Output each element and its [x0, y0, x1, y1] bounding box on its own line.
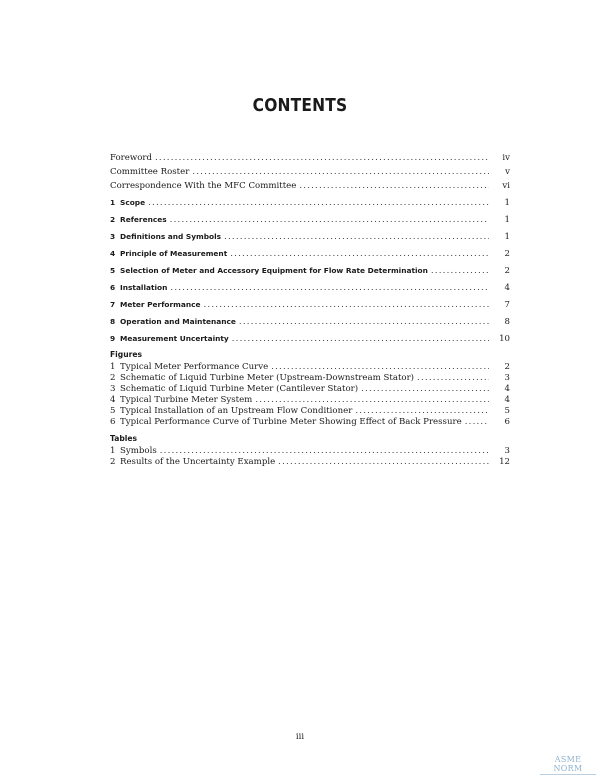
table-number: 1 — [110, 446, 116, 456]
toc-figure-6[interactable] — [110, 416, 510, 428]
figure-label: Schematic of Liquid Turbine Meter (Upstream-Downstream Stator) — [120, 373, 415, 383]
section-label: Operation and Maintenance — [120, 317, 236, 326]
toc-section-1[interactable] — [110, 197, 510, 209]
section-number: 4 — [110, 249, 116, 258]
section-number: 5 — [110, 266, 116, 275]
toc-section-8[interactable] — [110, 316, 510, 328]
toc-section-7[interactable] — [110, 299, 510, 311]
section-number: 2 — [110, 215, 116, 224]
section-label: Scope — [120, 198, 146, 207]
dot-leader — [192, 166, 489, 178]
dot-leader — [230, 248, 489, 260]
figure-page: 3 — [504, 373, 510, 383]
toc-entry-correspondence[interactable] — [110, 180, 510, 192]
figure-number: 1 — [110, 362, 116, 372]
toc-section-6[interactable] — [110, 282, 510, 294]
section-page: 7 — [504, 300, 510, 310]
section-label: Selection of Meter and Accessory Equipment for Flow Rate Determination — [120, 266, 428, 275]
figure-page: 5 — [504, 406, 510, 416]
table-label: Results of the Uncertainty Example — [120, 457, 276, 467]
section-page: 1 — [504, 215, 510, 225]
section-page: 4 — [504, 283, 510, 293]
section-page: 1 — [504, 198, 510, 208]
figure-number: 5 — [110, 406, 116, 416]
page-number: iii — [295, 732, 305, 742]
section-page: 2 — [504, 249, 510, 259]
tables-heading: Tables — [110, 434, 138, 443]
toc-section-2[interactable] — [110, 214, 510, 226]
figure-page: 6 — [504, 417, 510, 427]
figure-label: Typical Meter Performance Curve — [120, 362, 269, 372]
dot-leader — [465, 416, 489, 428]
toc-entry-label: Foreword — [110, 153, 152, 163]
section-label: Measurement Uncertainty — [120, 334, 229, 343]
dot-leader — [170, 214, 489, 226]
toc-entry-committee-roster[interactable] — [110, 166, 510, 178]
figure-label: Typical Installation of an Upstream Flow Conditioner — [120, 406, 353, 416]
section-number: 6 — [110, 283, 116, 292]
table-number: 2 — [110, 457, 116, 467]
section-label: Meter Performance — [120, 300, 201, 309]
figure-page: 4 — [504, 384, 510, 394]
watermark-logo — [540, 755, 596, 775]
table-label: Symbols — [120, 446, 157, 456]
dot-leader — [148, 197, 489, 209]
section-number: 7 — [110, 300, 116, 309]
toc-section-3[interactable] — [110, 231, 510, 243]
toc-entry-foreword[interactable] — [110, 152, 510, 164]
toc-entry-page: v — [505, 167, 510, 177]
section-label: Definitions and Symbols — [120, 232, 222, 241]
dot-leader — [170, 282, 489, 294]
toc-entry-label: Correspondence With the MFC Committee — [110, 181, 297, 191]
figure-label: Schematic of Liquid Turbine Meter (Cantilever Stator) — [120, 384, 359, 394]
dot-leader — [431, 265, 489, 277]
dot-leader — [224, 231, 489, 243]
section-number: 1 — [110, 198, 116, 207]
section-page: 2 — [504, 266, 510, 276]
section-number: 3 — [110, 232, 116, 241]
table-page: 3 — [504, 446, 510, 456]
dot-leader — [232, 333, 489, 345]
watermark-underline — [540, 774, 596, 775]
figure-number: 3 — [110, 384, 116, 394]
section-number: 8 — [110, 317, 116, 326]
dot-leader — [299, 180, 489, 192]
dot-leader — [155, 152, 489, 164]
section-page: 8 — [504, 317, 510, 327]
toc-entry-page: iv — [502, 153, 510, 163]
page-title: CONTENTS — [252, 95, 348, 116]
section-page: 10 — [499, 334, 510, 344]
section-label: Installation — [120, 283, 168, 292]
figure-page: 2 — [504, 362, 510, 372]
figure-number: 4 — [110, 395, 116, 405]
figure-page: 4 — [504, 395, 510, 405]
toc-entry-label: Committee Roster — [110, 167, 190, 177]
section-page: 1 — [504, 232, 510, 242]
toc-section-4[interactable] — [110, 248, 510, 260]
section-label: References — [120, 215, 167, 224]
figure-number: 6 — [110, 417, 116, 427]
section-label: Principle of Measurement — [120, 249, 228, 258]
toc-table-2[interactable] — [110, 456, 510, 468]
dot-leader — [278, 456, 489, 468]
toc-section-9[interactable] — [110, 333, 510, 345]
toc-entry-page: vi — [502, 181, 510, 191]
table-page: 12 — [499, 457, 510, 467]
dot-leader — [239, 316, 489, 328]
watermark-text: ASME NORM — [553, 755, 583, 773]
dot-leader — [204, 299, 490, 311]
figure-number: 2 — [110, 373, 116, 383]
toc-section-5[interactable] — [110, 265, 510, 277]
figure-label: Typical Turbine Meter System — [120, 395, 253, 405]
figures-heading: Figures — [110, 350, 143, 359]
figure-label: Typical Performance Curve of Turbine Meter Showing Effect of Back Pressure — [120, 417, 462, 427]
section-number: 9 — [110, 334, 116, 343]
